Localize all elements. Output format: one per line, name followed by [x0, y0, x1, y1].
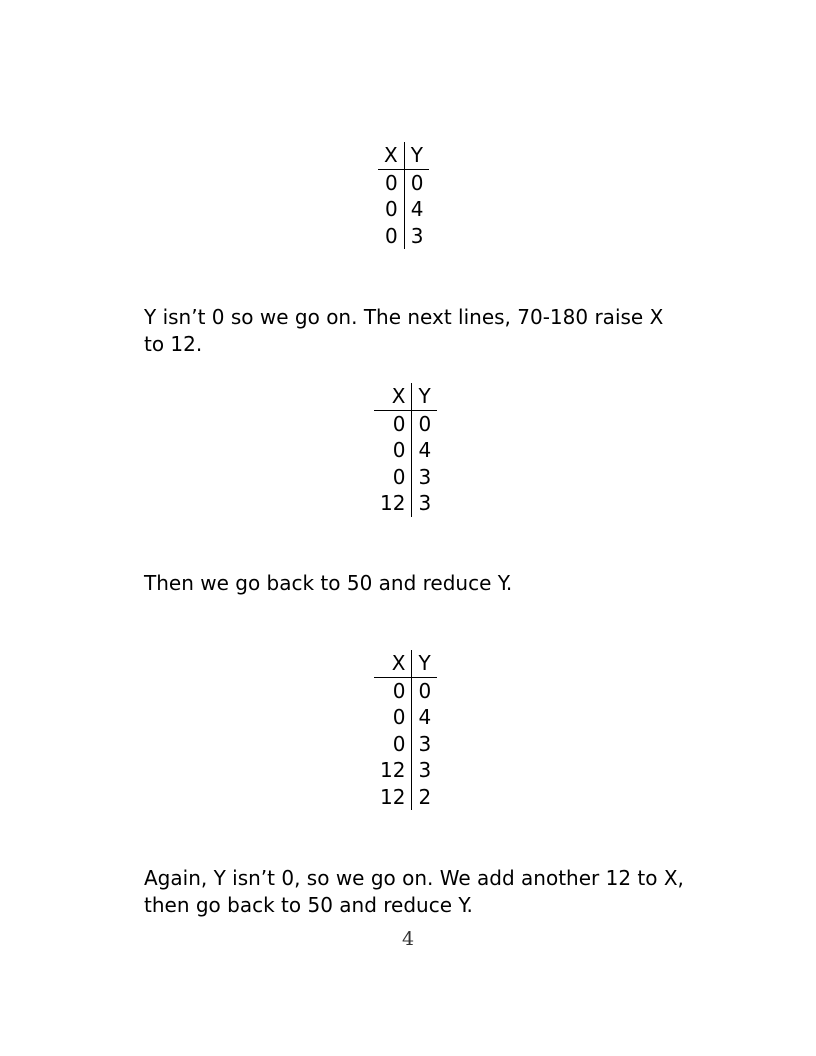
- paragraph-3: Again, Y isn’t 0, so we go on. We add another 12 to X, then go back to 50 and reduce Y.: [144, 866, 684, 917]
- table-row: [374, 410, 437, 437]
- cell-x: 0: [374, 464, 412, 491]
- column-header-x: X: [374, 650, 412, 677]
- page-number: 4: [401, 928, 415, 950]
- cell-y: 2: [418, 784, 432, 809]
- table-row: [374, 731, 437, 758]
- xy-table-2: [374, 383, 437, 517]
- table-header-row: [378, 142, 429, 169]
- cell-x: 0: [374, 410, 412, 437]
- cell-y: 4: [410, 197, 424, 221]
- table-row: [374, 784, 437, 811]
- table-row: [374, 437, 437, 464]
- cell-x: 0: [378, 196, 404, 223]
- xy-table-1: [378, 142, 429, 249]
- column-header-y: Y: [404, 142, 429, 169]
- cell-x: 12: [374, 757, 412, 784]
- xy-table-3: [374, 650, 437, 810]
- table-row: [374, 757, 437, 784]
- table-row: [378, 169, 429, 196]
- cell-x: 12: [374, 784, 412, 811]
- table-row: [374, 464, 437, 491]
- cell-y: 3: [418, 464, 432, 489]
- cell-y: 0: [418, 678, 432, 703]
- table-header-row: [374, 383, 437, 410]
- cell-x: 0: [378, 223, 404, 250]
- table-row: [374, 677, 437, 704]
- cell-x: 0: [374, 704, 412, 731]
- cell-x: 0: [374, 731, 412, 758]
- cell-y: 0: [418, 411, 432, 436]
- column-header-x: X: [374, 383, 412, 410]
- column-header-x: X: [378, 142, 404, 169]
- paragraph-2: Then we go back to 50 and reduce Y.: [144, 571, 513, 595]
- table-row: [374, 490, 437, 517]
- cell-y: 0: [410, 170, 424, 195]
- cell-x: 0: [374, 677, 412, 704]
- cell-y: 3: [418, 491, 432, 515]
- cell-y: 4: [418, 705, 432, 729]
- cell-x: 0: [378, 169, 404, 196]
- cell-x: 0: [374, 437, 412, 464]
- cell-y: 3: [418, 758, 432, 782]
- cell-y: 3: [410, 223, 424, 248]
- table-row: [374, 704, 437, 731]
- cell-y: 4: [418, 438, 432, 462]
- column-header-y: Y: [412, 650, 437, 677]
- table-row: [378, 196, 429, 223]
- cell-y: 3: [418, 731, 432, 756]
- cell-x: 12: [374, 490, 412, 517]
- column-header-y: Y: [412, 383, 437, 410]
- table-row: [378, 223, 429, 250]
- paragraph-1: Y isn’t 0 so we go on. The next lines, 70-180 raise X to 12.: [144, 305, 664, 356]
- table-header-row: [374, 650, 437, 677]
